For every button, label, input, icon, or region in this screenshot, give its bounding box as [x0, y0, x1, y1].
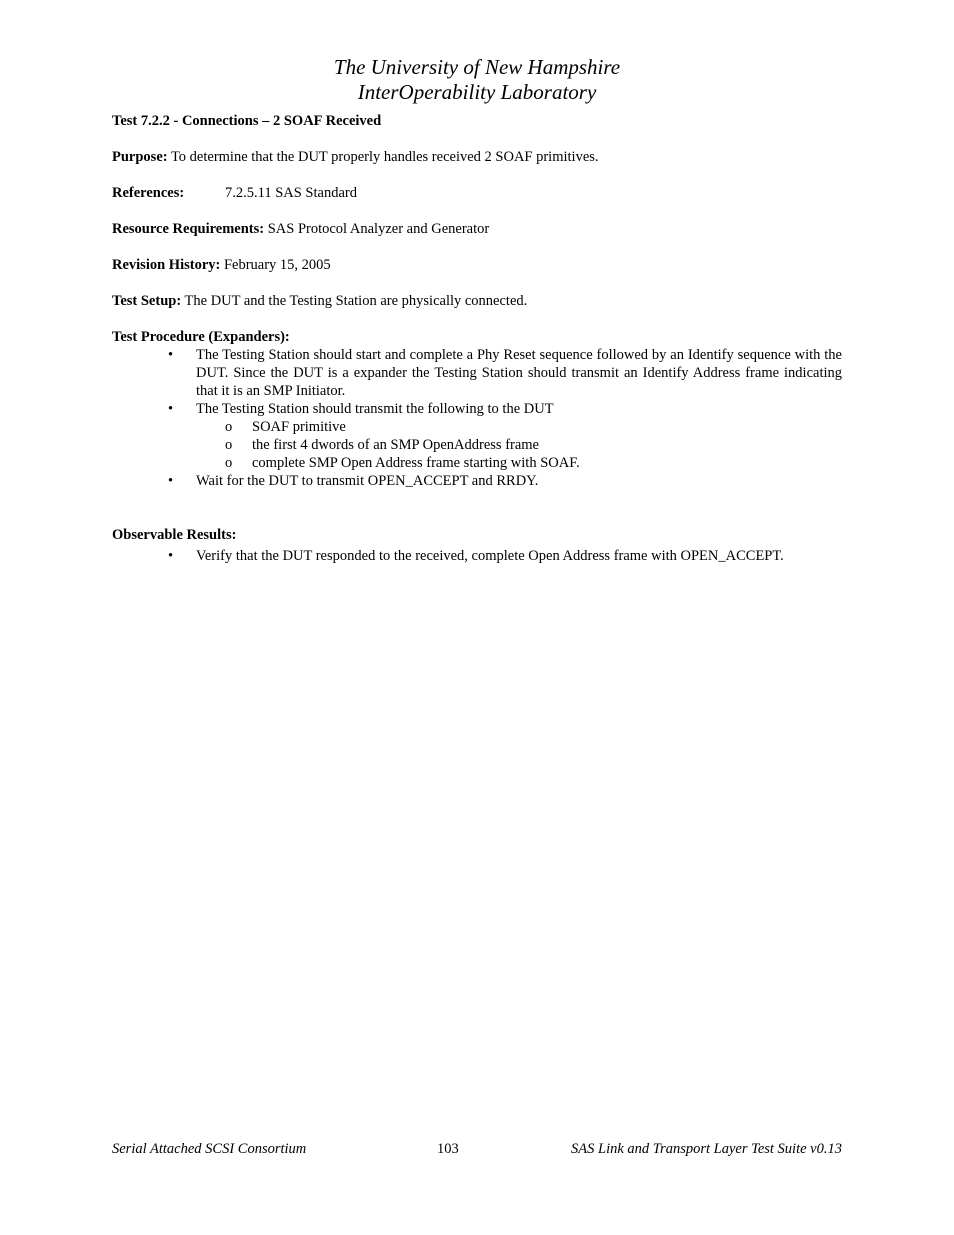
resources-section — [112, 220, 842, 238]
sub-bullet-icon: o — [225, 455, 233, 471]
resources-text: SAS Protocol Analyzer and Generator — [264, 221, 490, 237]
revision-text: February 15, 2005 — [220, 257, 331, 273]
purpose-label: Purpose: — [112, 149, 168, 165]
list-item-text: The Testing Station should start and complete a Phy Reset sequence followed by an Identify sequence with the DUT. Since the DUT is a expander the Testing Station should transmit an Identify Address frame indicating that it is an SMP Initiator. — [196, 347, 842, 399]
test-title: Test 7.2.2 - Connections – 2 SOAF Received — [112, 113, 382, 129]
footer-document-title: SAS Link and Transport Layer Test Suite v0.13 — [571, 1141, 842, 1157]
references-text: 7.2.5.11 SAS Standard — [225, 185, 357, 201]
bullet-icon: • — [168, 401, 174, 417]
list-item-text: Wait for the DUT to transmit OPEN_ACCEPT and RRDY. — [196, 473, 539, 489]
page-number: 103 — [437, 1141, 459, 1157]
list-item-text: complete SMP Open Address frame starting with SOAF. — [252, 455, 580, 471]
procedure-sub-list — [112, 418, 842, 472]
page-header — [0, 55, 954, 105]
list-item — [112, 472, 842, 490]
header-lab: InterOperability Laboratory — [357, 80, 597, 104]
references-label: References: — [112, 185, 185, 201]
list-item-text: SOAF primitive — [252, 419, 346, 435]
revision-label: Revision History: — [112, 257, 221, 273]
purpose-text: To determine that the DUT properly handles received 2 SOAF primitives. — [167, 149, 599, 165]
list-item — [112, 346, 842, 400]
references-section — [112, 184, 842, 202]
sub-bullet-icon: o — [225, 419, 233, 435]
list-item — [112, 418, 842, 436]
list-item-text: the first 4 dwords of an SMP OpenAddress frame — [252, 437, 539, 453]
sub-bullet-icon: o — [225, 437, 233, 453]
list-item — [112, 547, 842, 565]
procedure-label: Test Procedure (Expanders): — [112, 329, 290, 345]
list-item — [112, 400, 842, 472]
results-list — [112, 547, 842, 565]
list-item — [112, 436, 842, 454]
procedure-section — [112, 328, 842, 490]
results-section — [112, 526, 842, 565]
list-item-text: Verify that the DUT responded to the received, complete Open Address frame with OPEN_ACCEPT. — [196, 548, 784, 564]
revision-section — [112, 256, 842, 274]
purpose-section — [112, 148, 842, 166]
list-item — [112, 454, 842, 472]
setup-section — [112, 292, 842, 310]
list-item-text: The Testing Station should transmit the following to the DUT — [196, 401, 554, 417]
resources-label: Resource Requirements: — [112, 221, 265, 237]
procedure-list — [112, 346, 842, 490]
footer-organization: Serial Attached SCSI Consortium — [112, 1141, 307, 1157]
results-label: Observable Results: — [112, 527, 237, 543]
setup-text: The DUT and the Testing Station are physically connected. — [181, 293, 528, 309]
setup-label: Test Setup: — [112, 293, 182, 309]
bullet-icon: • — [168, 548, 174, 564]
header-institution: The University of New Hampshire — [333, 55, 621, 79]
bullet-icon: • — [168, 473, 174, 489]
bullet-icon: • — [168, 347, 174, 363]
document-body — [112, 112, 842, 565]
section-spacer — [112, 490, 842, 526]
